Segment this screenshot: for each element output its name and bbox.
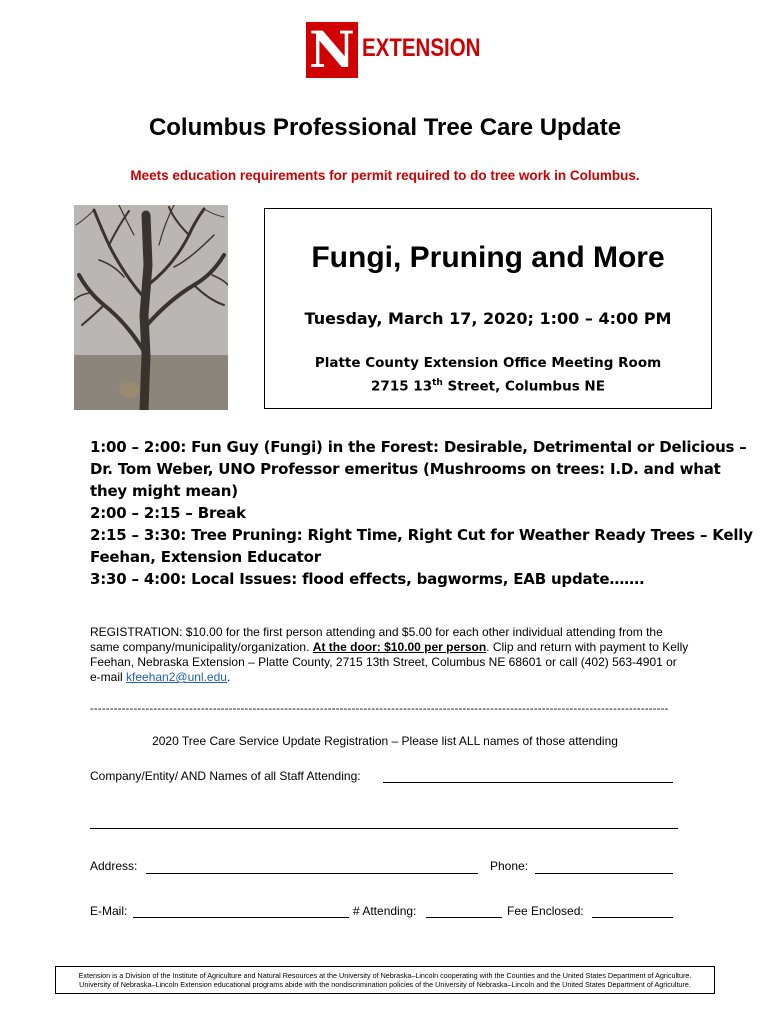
company-field[interactable] (383, 782, 673, 783)
clip-divider: -------------------------------------------------------------------------------------------------------------------------------------------------- (90, 703, 669, 715)
email-link[interactable]: kfeehan2@unl.edu (126, 670, 227, 684)
nebraska-n-icon (306, 22, 358, 78)
footer-line: University of Nebraska–Lincoln Extension educational programs abide with the nondiscrimination policies of the University of Nebraska–Lincoln and the United States Department of Agriculture. (79, 980, 691, 989)
registration-text (90, 625, 690, 685)
fee-field[interactable] (592, 917, 673, 918)
address-field[interactable] (146, 873, 478, 874)
phone-field[interactable] (535, 873, 673, 874)
agenda-line: 2:15 – 3:30: Tree Pruning: Right Time, Right Cut for Weather Ready Trees – Kelly (90, 526, 753, 544)
phone-label: Phone: (490, 859, 529, 873)
agenda-line: they might mean) (90, 482, 238, 500)
event-venue: Platte County Extension Office Meeting Room (314, 355, 662, 371)
event-title: Fungi, Pruning and More (311, 241, 665, 274)
page-subtitle: Meets education requirements for permit required to do tree work in Columbus. (130, 168, 640, 183)
event-address (265, 378, 711, 395)
fee-label: Fee Enclosed: (507, 904, 584, 918)
company-label: Company/Entity/ AND Names of all Staff Attending: (90, 769, 361, 783)
event-date: Tuesday, March 17, 2020; 1:00 – 4:00 PM (304, 309, 672, 328)
email-field[interactable] (133, 917, 349, 918)
logo-letter: N (309, 20, 355, 79)
agenda-line: Feehan, Extension Educator (90, 548, 321, 566)
extension-logo (306, 20, 481, 84)
logo-wordmark: EXTENSION (362, 34, 481, 62)
registration-part-3: . (226, 670, 231, 684)
form-heading: 2020 Tree Care Service Update Registration – Please list ALL names of those attending (152, 734, 618, 748)
address-rest: Street, Columbus NE (442, 378, 605, 395)
address-number: 2715 13 (371, 378, 433, 395)
tree-photo (74, 205, 228, 410)
event-box (264, 208, 712, 409)
page-title: Columbus Professional Tree Care Update (148, 114, 622, 141)
agenda (90, 436, 753, 590)
attending-field[interactable] (426, 917, 502, 918)
address-label: Address: (90, 859, 138, 873)
attending-label: # Attending: (353, 904, 417, 918)
agenda-line: 1:00 – 2:00: Fun Guy (Fungi) in the Forest: Desirable, Detrimental or Delicious – (90, 438, 747, 456)
email-label: E-Mail: (90, 904, 128, 918)
registration-part-1: REGISTRATION: $10.00 for the first person attending and $5.00 for each other individual attending from the same company/municipality/organization. (90, 625, 663, 654)
nondiscrimination-footer (55, 966, 715, 994)
door-price: At the door: $10.00 per person (312, 640, 487, 654)
registration-part-2: . Clip and return with payment to Kelly Feehan, Nebraska Extension – Platte County, 2715 13th Street, Columbus NE 68601 or call (402) 563-4901 or e-mail (90, 640, 689, 684)
address-superscript: th (432, 378, 443, 388)
agenda-line: Dr. Tom Weber, UNO Professor emeritus (Mushrooms on trees: I.D. and what (90, 460, 721, 478)
footer-line: Extension is a Division of the Institute of Agriculture and Natural Resources at the University of Nebraska–Lincoln cooperating with the Counties and the United States Department of Agriculture. (78, 971, 692, 980)
staff-names-field[interactable] (90, 828, 678, 829)
agenda-line: 3:30 – 4:00: Local Issues: flood effects, bagworms, EAB update……. (90, 570, 645, 588)
agenda-line: 2:00 – 2:15 – Break (90, 504, 246, 522)
